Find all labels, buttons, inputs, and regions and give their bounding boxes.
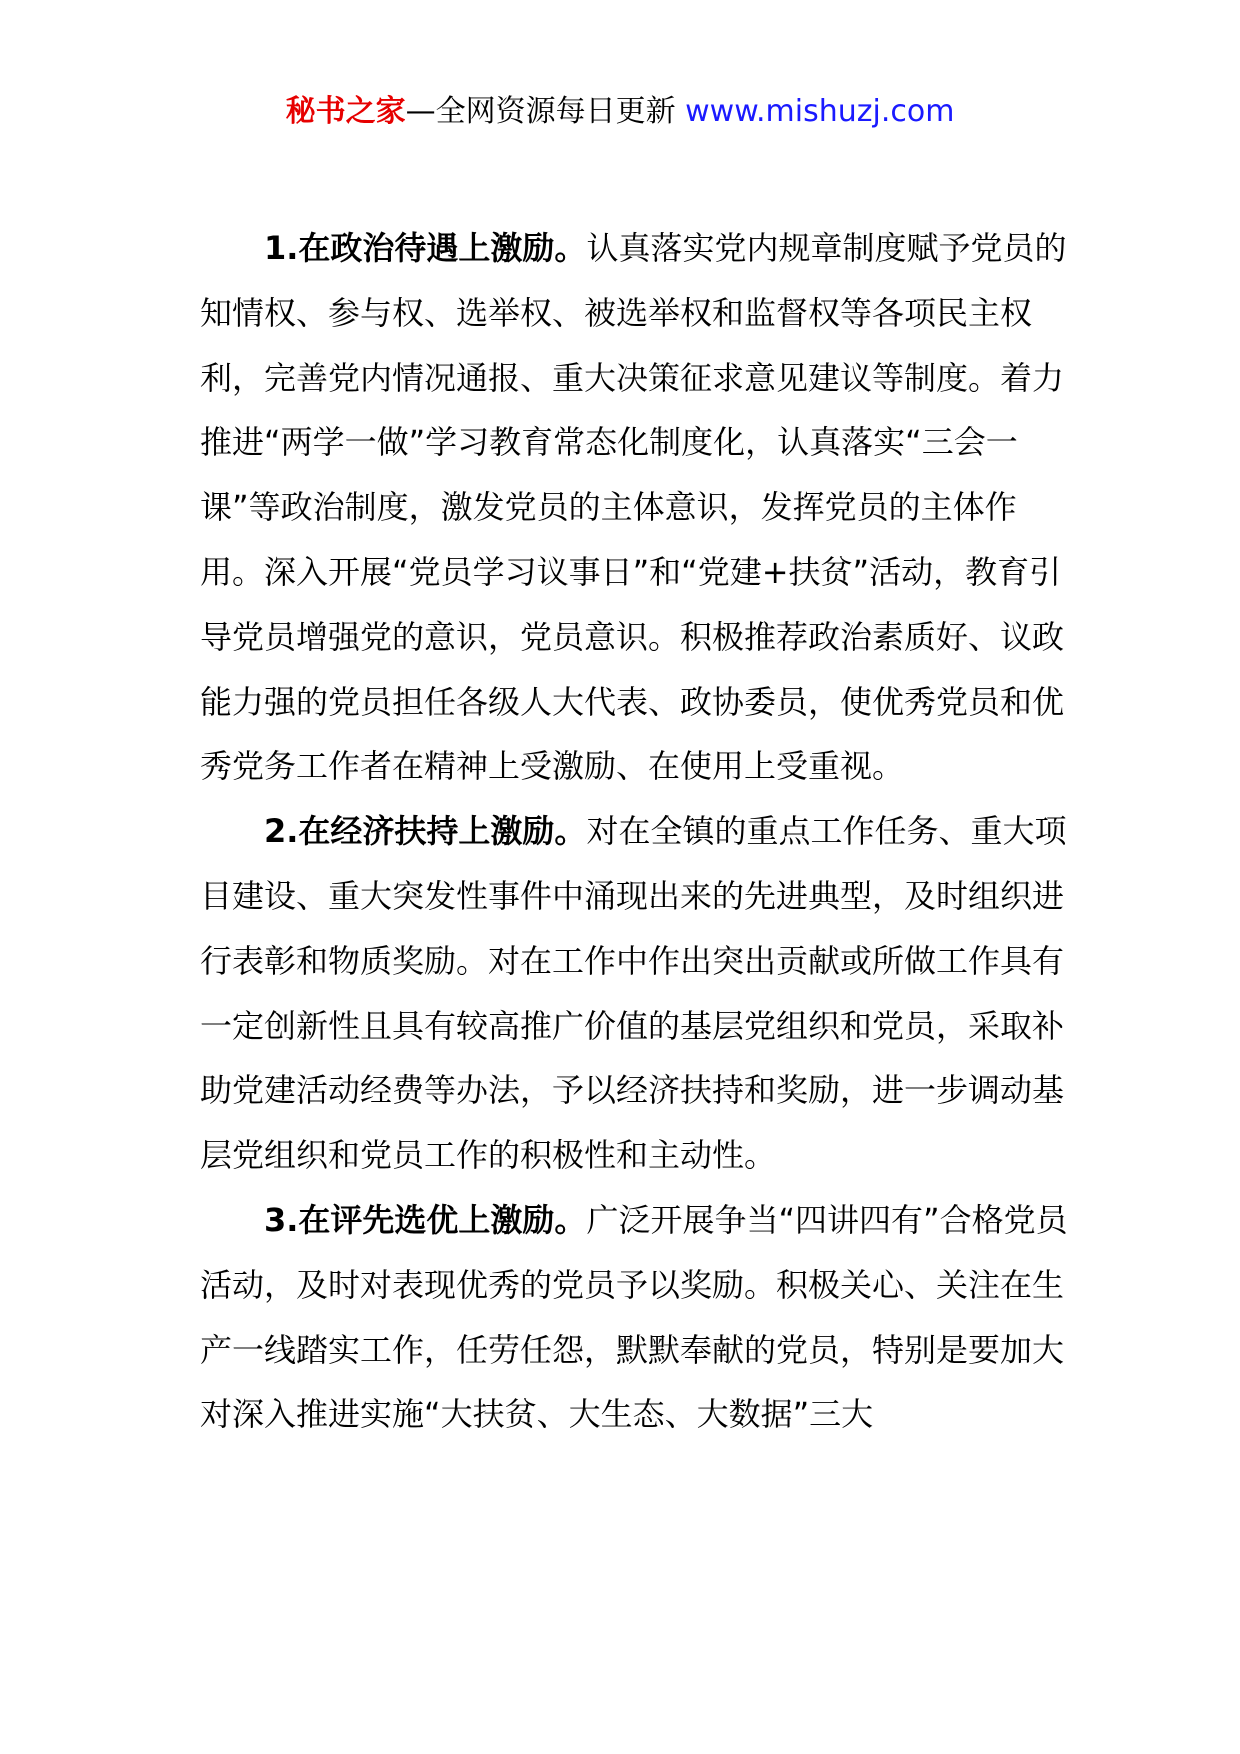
brand-name: 秘书之家 bbox=[285, 94, 406, 129]
paragraph-text: 对在全镇的重点工作任务、重大项目建设、重大突发性事件中涌现出来的先进典型，及时组织进行表彰和物质奖励。对在工作中作出突出贡献或所做工作具有一定创新性且具有较高推广价值的基层党组织和党员，采取补助党建活动经费等办法，予以经济扶持和奖励，进一步调动基层党组织和党员工作的积极性和主动性。 bbox=[200, 812, 1067, 1175]
page-header bbox=[0, 92, 1240, 132]
paragraph-evaluation-selection bbox=[200, 1188, 1080, 1447]
paragraph-text: 广泛开展争当“四讲四有”合格党员活动，及时对表现优秀的党员予以奖励。积极关心、关注在生产一线踏实工作，任劳任怨，默默奉献的党员，特别是要加大对深入推进实施“大扶贫、大生态、大数据”三大 bbox=[200, 1200, 1068, 1434]
paragraph-text: 认真落实党内规章制度赋予党员的知情权、参与权、选举权、被选举权和监督权等各项民主权利，完善党内情况通报、重大决策征求意见建议等制度。着力推进“两学一做”学习教育常态化制度化，认真落实“三会一课”等政治制度，激发党员的主体意识，发挥党员的主体作用。深入开展“党员学习议事日”和“党建+扶贫”活动，教育引导党员增强党的意识，党员意识。积极推荐政治素质好、议政能力强的党员担任各级人大代表、政协委员，使优秀党员和优秀党务工作者在精神上受激励、在使用上受重视。 bbox=[200, 229, 1067, 786]
paragraph-heading: 1.在政治待遇上激励。 bbox=[264, 229, 587, 267]
paragraph-political-treatment bbox=[200, 216, 1080, 799]
site-url-link[interactable]: www.mishuzj.com bbox=[685, 94, 955, 129]
paragraph-economic-support bbox=[200, 799, 1080, 1188]
paragraph-heading: 3.在评先选优上激励。 bbox=[264, 1200, 587, 1239]
paragraph-heading: 2.在经济扶持上激励。 bbox=[264, 812, 587, 851]
header-tagline: —全网资源每日更新 bbox=[405, 94, 686, 129]
document-body bbox=[200, 216, 1080, 1447]
